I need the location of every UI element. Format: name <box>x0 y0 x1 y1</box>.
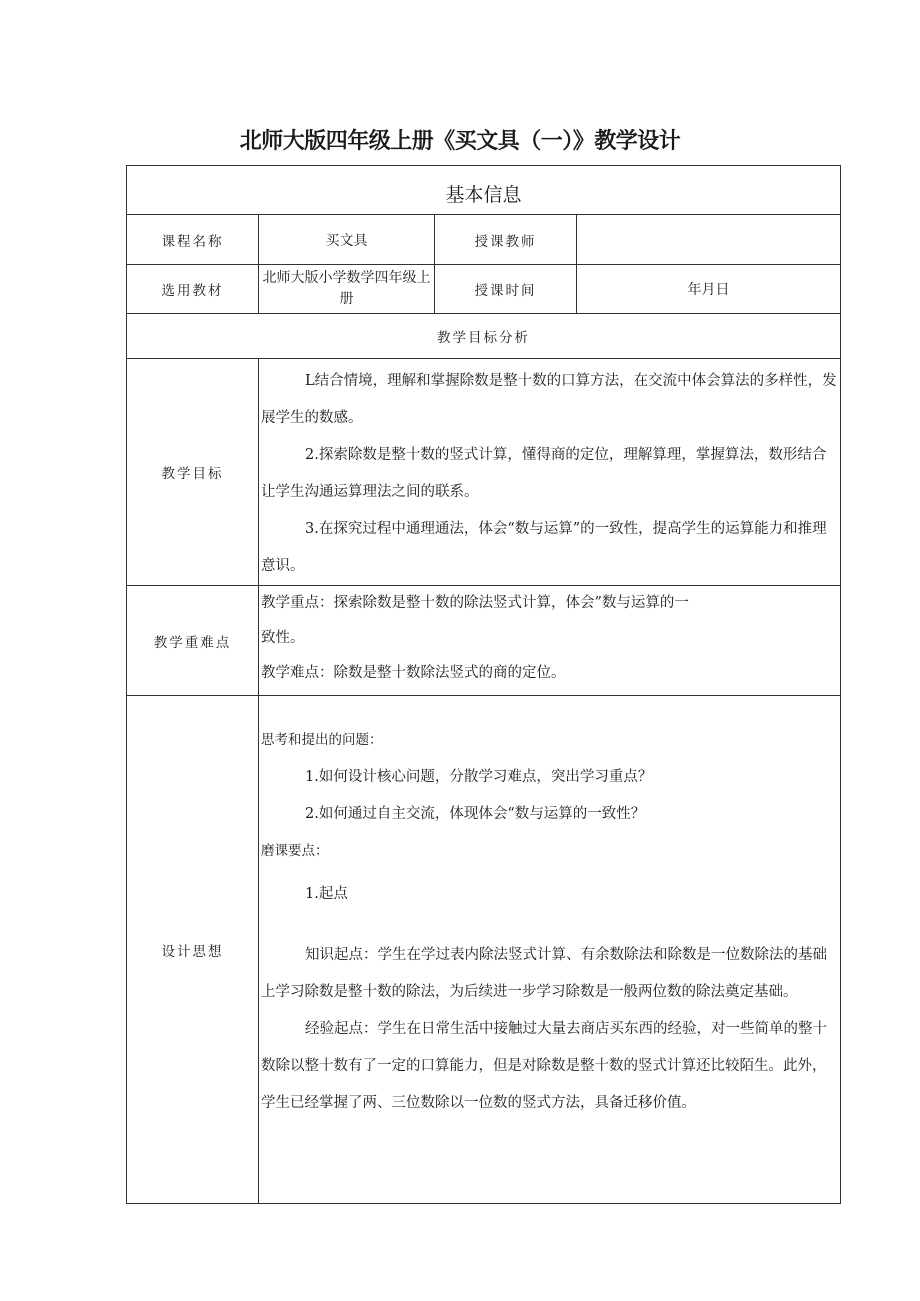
teacher-label: 授课教师 <box>435 215 577 265</box>
keypoint-line: 教学重点：探索除数是整十数的除法竖式计算，体会”数与运算的一 <box>261 595 689 611</box>
teacher-value <box>577 215 841 265</box>
textbook-value: 北师大版小学数学四年级上册 <box>259 265 435 314</box>
goal-item: L结合情境，理解和掌握除数是整十数的口算方法，在交流中体会算法的多样性，发展学生的数感。 <box>261 373 837 426</box>
difficulty-line: 教学难点：除数是整十数除法竖式的商的定位。 <box>261 665 566 681</box>
keypoints-cell <box>259 586 841 696</box>
points-heading: 磨课要点： <box>261 843 329 859</box>
goal-analysis-header: 教学目标分析 <box>127 314 841 359</box>
keypoint-line: 致性。 <box>261 630 305 646</box>
keypoints-label: 教学重难点 <box>127 586 259 696</box>
goals-cell <box>259 359 841 586</box>
question-item: 2.如何通过自主交流，体现体会“数与运算的一致性？ <box>305 806 646 822</box>
document-title: 北师大版四年级上册《买文具（一）》教学设计 <box>239 129 681 154</box>
design-label: 设计思想 <box>127 696 259 1204</box>
goal-item: 2.探索除数是整十数的竖式计算，懂得商的定位，理解算理，掌握算法，数形结合让学生沟通运算理法之间的联系。 <box>261 447 827 500</box>
goals-label: 教学目标 <box>127 359 259 586</box>
course-name-value: 买文具 <box>259 215 435 265</box>
goal-item: 3.在探究过程中通理通法，体会“数与运算”的一致性，提高学生的运算能力和推理意识。 <box>261 521 827 574</box>
questions-heading: 思考和提出的问题： <box>261 732 383 748</box>
knowledge-start: 知识起点：学生在学过表内除法竖式计算、有余数除法和除数是一位数除法的基础上学习除数是整十数的除法，为后续进一步学习除数是一般两位数的除法奠定基础。 <box>261 947 827 1000</box>
time-label: 授课时间 <box>435 265 577 314</box>
question-item: 1.如何设计核心问题，分散学习难点，突出学习重点？ <box>305 769 653 785</box>
experience-start: 经验起点：学生在日常生活中接触过大量去商店买东西的经验，对一些简单的整十数除以整十数有了一定的口算能力，但是对除数是整十数的竖式计算还比较陌生。此外，学生已经掌握了两、三位数除以一位数的竖式方法，具备迁移价值。 <box>261 1021 827 1111</box>
basic-info-header: 基本信息 <box>127 166 841 215</box>
design-cell <box>259 696 841 1204</box>
time-value: 年月日 <box>577 265 841 314</box>
start-heading: 1.起点 <box>305 886 348 902</box>
textbook-label: 选用教材 <box>127 265 259 314</box>
course-name-label: 课程名称 <box>127 215 259 265</box>
lesson-plan-table <box>126 165 841 1204</box>
